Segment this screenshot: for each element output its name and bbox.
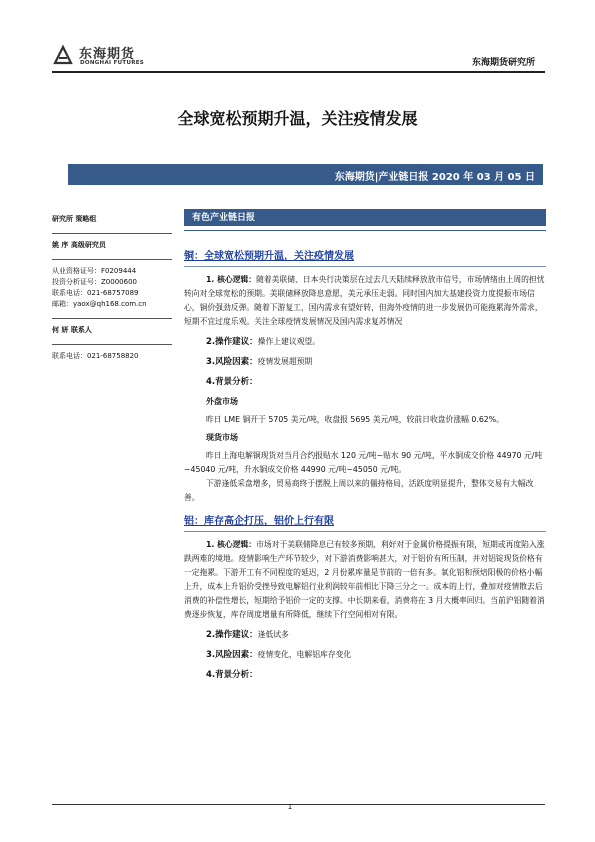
page-number: 1 — [287, 803, 293, 811]
analyst-license: 从业资格证号：F0209444 — [52, 267, 137, 275]
header-divider — [52, 71, 545, 73]
spacer — [184, 505, 546, 515]
main-content — [184, 209, 546, 688]
aluminum-logic-label: 1. 核心逻辑： — [206, 540, 257, 549]
copper-spot-text-1: 昨日上海电解铜现货对当月合约报贴水 120 元/吨~贴水 90 元/吨，平水铜成交价格 44970 元/吨~45040 元/吨，升水铜成交价格 44990 元/吨~45050 元/吨。 — [184, 451, 543, 474]
analyst-name: 姚 序 高级研究员 — [52, 241, 106, 249]
department: 研究所 策略组 — [52, 215, 97, 223]
copper-external-market-label: 外盘市场 — [206, 397, 238, 406]
aluminum-op-text: 逢低试多 — [257, 630, 289, 639]
aluminum-risk-label: 3.风险因素： — [206, 650, 258, 660]
copper-risk-label: 3.风险因素： — [206, 357, 258, 367]
copper-spot-market-label: 现货市场 — [206, 433, 238, 442]
report-title: 全球宽松预期升温，关注疫情发展 — [177, 109, 418, 128]
aluminum-background — [206, 668, 546, 682]
copper-logic-text: 随着美联储、日本央行决策层在过去几天陆续释放放市信号，市场情绪由上周的担忧转向对全球宽松的预期。美联储释放降息意愿，美元承压走弱。同时国内加大基建投资力度提振市场信心，铜价强劲反弹。随着下游复工，国内需求有望好转，但海外疫情的进一步发展仍可能拖累海外需求，短期不宜过度乐观。关注全球疫情发展情况及国内需求复苏情况 — [184, 275, 545, 326]
logo-text-en: DONGHAI FUTURES — [80, 60, 145, 66]
copper-operation — [206, 335, 546, 349]
contact-phone: 联系电话：021-68758820 — [52, 352, 139, 360]
aluminum-risk-text: 疫情变化，电解铝库存变化 — [257, 650, 352, 659]
copper-spot-text-2: 下游逢低采盘增多，贸易商终于摆脱上周以来的僵持格局，活跃度明显提升，整体交易有大幅改善。 — [184, 479, 534, 502]
author-sidebar — [52, 214, 174, 362]
aluminum-op-label: 2.操作建议： — [206, 630, 258, 640]
copper-logic-label: 1. 核心逻辑： — [206, 275, 257, 284]
company-logo — [52, 42, 172, 72]
sidebar-divider — [52, 233, 172, 234]
section-header — [184, 209, 546, 226]
copper-op-label: 2.操作建议： — [206, 337, 258, 347]
copper-logic — [184, 273, 546, 329]
analyst-invest-license: 投资分析证号：Z0000600 — [52, 278, 137, 286]
report-info-bar — [68, 164, 543, 185]
sidebar-divider — [52, 318, 172, 319]
section-title: 有色产业链日报 — [192, 213, 256, 223]
topic-divider — [184, 531, 546, 532]
logo-mark-icon — [52, 44, 74, 66]
aluminum-bg-label: 4.背景分析： — [206, 670, 258, 680]
copper-op-text: 操作上建议观望。 — [257, 337, 321, 346]
analyst-phone: 联系电话：021-68757089 — [52, 289, 139, 297]
topic-divider — [184, 266, 546, 267]
header-org: 东海期货研究所 — [471, 58, 535, 68]
copper-risk — [206, 355, 546, 369]
report-date-line: 东海期货|产业链日报 2020 年 03 月 05 日 — [334, 172, 535, 183]
contact-name: 何 妍 联系人 — [52, 326, 92, 334]
copper-external-market-text: 昨日 LME 铜开于 5705 美元/吨，收盘报 5695 美元/吨，较前日收盘价涨幅 0.62%。 — [206, 415, 504, 424]
copper-background — [206, 375, 546, 389]
aluminum-operation — [206, 628, 546, 642]
aluminum-logic-text: 市场对于美联储降息已有较多预期，利好对于金属价格提振有限，短期或再度陷入涨跌两难的境地。疫情影响生产环节较少，对下游消费影响甚大，对于铝价有所压制，并对铝锭现货价格有一定拖累。下游开工有不同程度的延迟，2 月份累库量是节前的一倍有多。氧化铝和预焙阳极的价格小幅上升，成本上升铝价受挫导致电解铝行业利润较年前相比下降三分之一。成本的上行，叠加对疫情散去后消费的补偿性增长，短期给予铝价一定的支撑。中长期来看，消费将在 3 月大概率回归。当前沪铝随着消费逐步恢复，库存周度增量有所降低，继续下行空间相对有限。 — [184, 540, 545, 619]
copper-risk-text: 疫情发展超预期 — [257, 357, 313, 366]
sidebar-divider — [52, 259, 172, 260]
copper-bg-label: 4.背景分析： — [206, 377, 258, 387]
aluminum-logic — [184, 538, 546, 622]
analyst-email: 邮箱：yaox@qh168.com.cn — [52, 300, 147, 308]
copper-heading[interactable]: 铜：全球宽松预期升温，关注疫情发展 — [184, 251, 354, 262]
aluminum-risk — [206, 648, 546, 662]
aluminum-heading[interactable]: 铝：库存高企打压，铝价上行有限 — [184, 516, 334, 527]
section-underline — [184, 230, 546, 231]
logo-text-cn: 东海期货 — [79, 47, 136, 62]
sidebar-divider — [52, 344, 172, 345]
